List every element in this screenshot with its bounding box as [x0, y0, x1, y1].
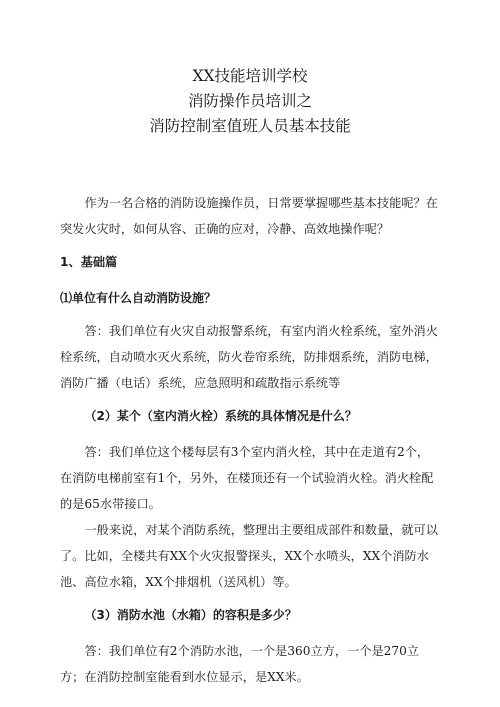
answer-2: 答：我们单位这个楼每层有3个室内消火栓，其中在走道有2个，在消防电梯前室有1个，另外，在楼顶还有一个试验消火栓。消火栓配的是65水带接口。 [60, 445, 434, 511]
question-3: （3）消防水池（水箱）的容积是多少？ [84, 608, 297, 622]
answer-1: 答：我们单位有火灾自动报警系统，有室内消火栓系统，室外消火栓系统，自动喷水灭火系统，防火卷帘系统，防排烟系统，消防电梯，消防广播（电话）系统，应急照明和疏散指示系统等 [60, 324, 438, 390]
document-title [60, 64, 440, 139]
question-1: ⑴单位有什么自动消防设施？ [60, 291, 217, 305]
question-2: （2）某个（室内消火栓）系统的具体情况是什么？ [84, 409, 357, 423]
title-line-school: XX技能培训学校 [192, 67, 308, 85]
intro-paragraph: 作为一名合格的消防设施操作员，日常要掌握哪些基本技能呢？在突发火灾时，如何从容、正确的应对，冷静、高效地操作呢？ [60, 196, 438, 236]
answer-3: 答：我们单位有2个消防水池，一个是360立方，一个是270立方；在消防控制室能看到水位显示，是XX米。 [60, 644, 420, 684]
answer-2-paragraph-2: 一般来说，对某个消防系统，整理出主要组成部件和数量，就可以了。比如，全楼共有XX个火灾报警探头，XX个水喷头，XX个消防水池、高位水箱，XX个排烟机（送风机）等。 [60, 523, 438, 589]
title-line-course: 消防操作员培训之 [187, 92, 312, 110]
section-heading-basics: 1、基础篇 [60, 255, 118, 269]
title-line-topic: 消防控制室值班人员基本技能 [149, 117, 351, 135]
